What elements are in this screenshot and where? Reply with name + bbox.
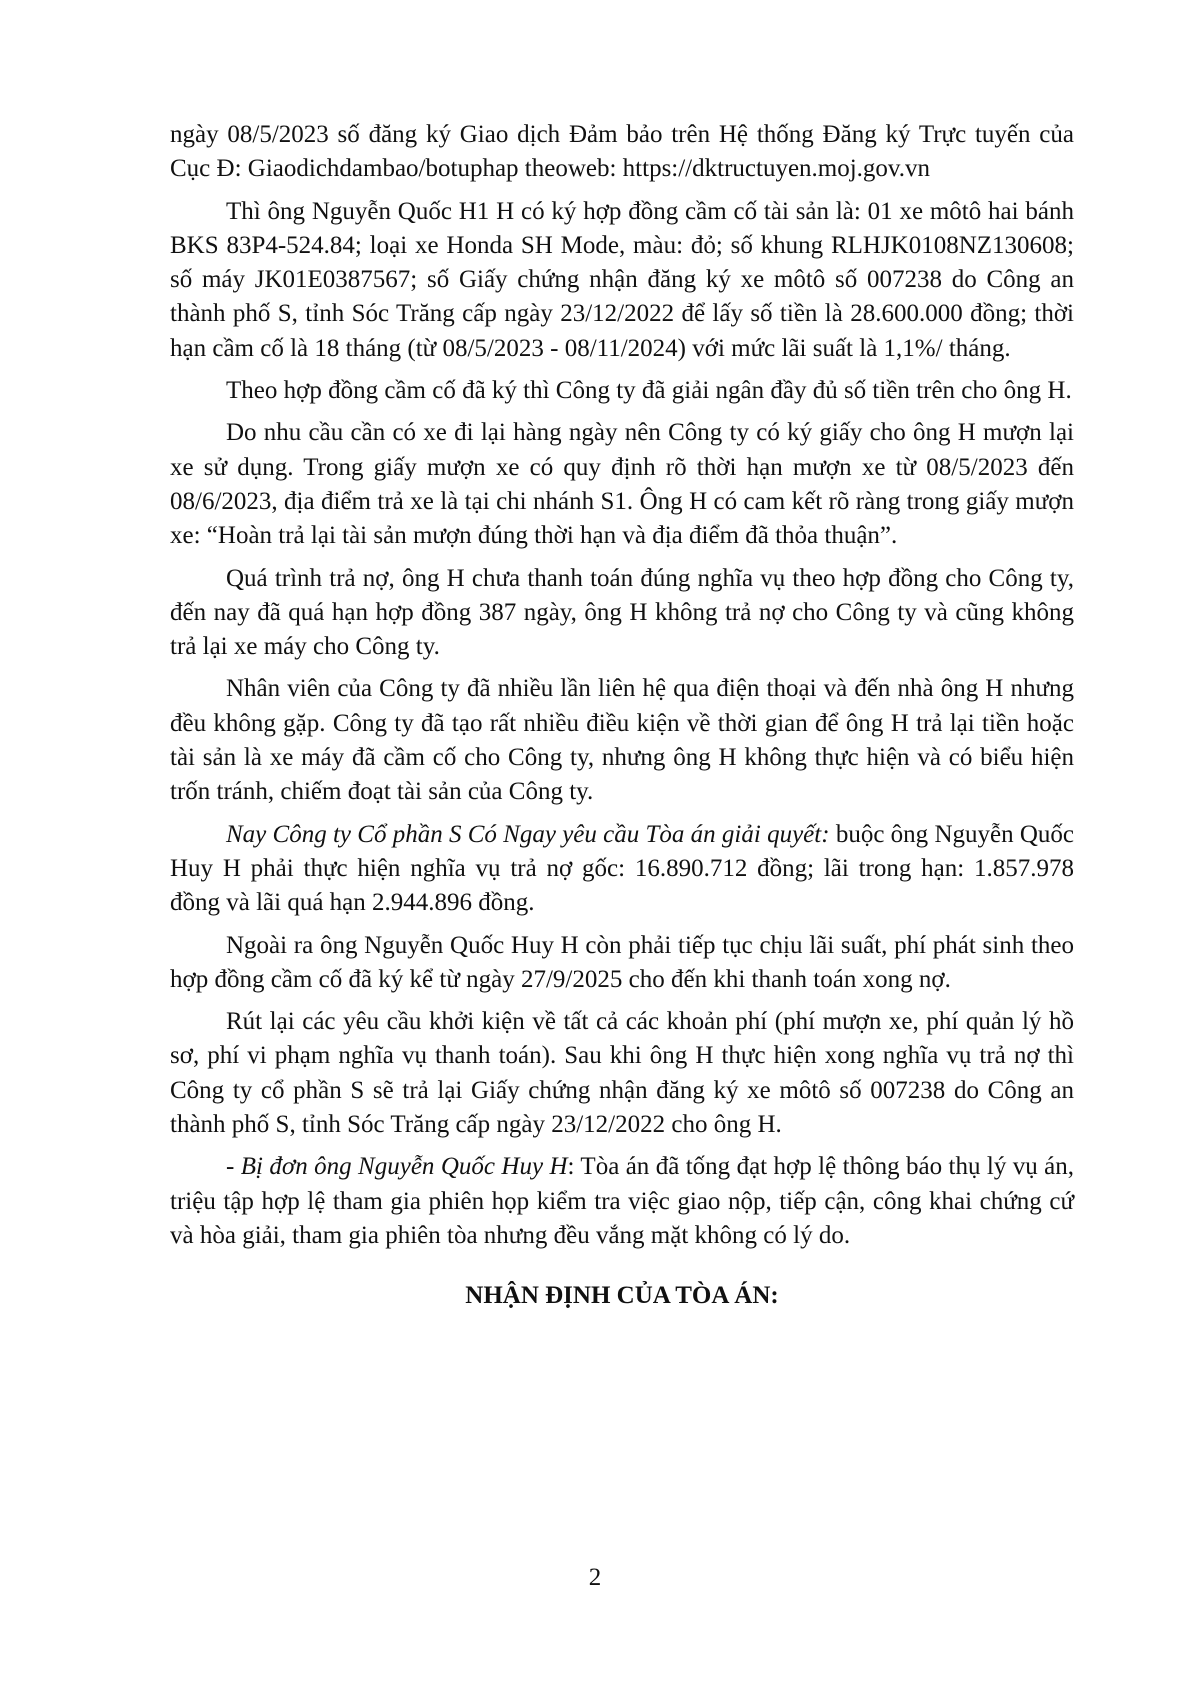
paragraph-text: buộc ông Nguyễn Quốc Huy H phải thực hiện nghĩa vụ trả nợ gốc: 16.890.712 đồng; lãi trong hạn: 1.857.978 đồng và lãi quá hạn 2.944.896 đồng. [170, 820, 1075, 917]
section-heading: NHẬN ĐỊNH CỦA TÒA ÁN: [465, 1282, 779, 1310]
paragraph-10 [170, 1150, 1074, 1253]
paragraph-text: Do nhu cầu cần có xe đi lại hàng ngày nên Công ty có ký giấy cho ông H mượn lại xe sử dụng. Trong giấy mượn xe có quy định rõ thời hạn mượn xe từ 08/5/2023 đến 08/6/2023, địa điểm trả xe là tại chi nhánh S1. Ông H có cam kết rõ ràng trong giấy mượn xe: “Hoàn trả lại tài sản mượn đúng thời hạn và địa điểm đã thỏa thuận”. [170, 419, 1074, 550]
paragraph-lead: Nay Công ty Cổ phần S Có Ngay yêu cầu Tòa án giải quyết: [226, 820, 830, 848]
paragraph-lead: - Bị đơn ông Nguyễn Quốc Huy H [226, 1153, 568, 1181]
paragraph-8 [170, 929, 1074, 998]
paragraph-4 [170, 416, 1074, 553]
paragraph-9 [170, 1005, 1074, 1142]
paragraph-text: Theo hợp đồng cầm cố đã ký thì Công ty đã giải ngân đầy đủ số tiền trên cho ông H. [226, 377, 1072, 405]
paragraph-3 [170, 374, 1074, 408]
paragraph-1 [170, 118, 1074, 187]
paragraph-6 [170, 672, 1074, 809]
paragraph-7 [170, 818, 1074, 921]
paragraph-text: Rút lại các yêu cầu khởi kiện về tất cả các khoản phí (phí mượn xe, phí quản lý hồ sơ, phí vi phạm nghĩa vụ thanh toán). Sau khi ông H thực hiện xong nghĩa vụ trả nợ thì Công ty cổ phần S sẽ trả lại Giấy chứng nhận đăng ký xe môtô số 007238 do Công an thành phố S, tỉnh Sóc Trăng cấp ngày 23/12/2022 cho ông H. [170, 1008, 1074, 1139]
paragraph-text: Nhân viên của Công ty đã nhiều lần liên hệ qua điện thoại và đến nhà ông H nhưng đều không gặp. Công ty đã tạo rất nhiều điều kiện về thời gian để ông H trả lại tiền hoặc tài sản là xe máy đã cầm cố cho Công ty, nhưng ông H không thực hiện và có biểu hiện trốn tránh, chiếm đoạt tài sản của Công ty. [170, 675, 1074, 806]
document-body [170, 118, 1074, 1314]
paragraph-text: : Tòa án đã tống đạt hợp lệ thông báo thụ lý vụ án, triệu tập hợp lệ tham gia phiên họp kiểm tra việc giao nộp, tiếp cận, công khai chứng cứ và hòa giải, tham gia phiên tòa nhưng đều vắng mặt không có lý do. [170, 1153, 1074, 1249]
paragraph-2 [170, 195, 1074, 366]
paragraph-text: Thì ông Nguyễn Quốc H1 H có ký hợp đồng cầm cố tài sản là: 01 xe môtô hai bánh BKS 83P4-524.84; loại xe Honda SH Mode, màu: đỏ; số khung RLHJK0108NZ130608; số máy JK01E0387567; số Giấy chứng nhận đăng ký xe môtô số 007238 do Công an thành phố S, tỉnh Sóc Trăng cấp ngày 23/12/2022 để lấy số tiền là 28.600.000 đồng; thời hạn cầm cố là 18 tháng (từ 08/5/2023 - 08/11/2024) với mức lãi suất là 1,1%/ tháng. [170, 197, 1074, 362]
paragraph-text: Quá trình trả nợ, ông H chưa thanh toán đúng nghĩa vụ theo hợp đồng cho Công ty, đến nay đã quá hạn hợp đồng 387 ngày, ông H không trả nợ cho Công ty và cũng không trả lại xe máy cho Công ty. [170, 564, 1074, 661]
paragraph-text: Ngoài ra ông Nguyễn Quốc Huy H còn phải tiếp tục chịu lãi suất, phí phát sinh theo hợp đồng cầm cố đã ký kể từ ngày 27/9/2025 cho đến khi thanh toán xong nợ. [170, 931, 1074, 993]
paragraph-5 [170, 562, 1074, 665]
paragraph-text: ngày 08/5/2023 số đăng ký Giao dịch Đảm bảo trên Hệ thống Đăng ký Trực tuyến của Cục Đ: Giaodichdambao/botuphap theoweb: https://dktructuyen.moj.gov.vn [170, 121, 1074, 183]
page-number: 2 [588, 1564, 602, 1591]
